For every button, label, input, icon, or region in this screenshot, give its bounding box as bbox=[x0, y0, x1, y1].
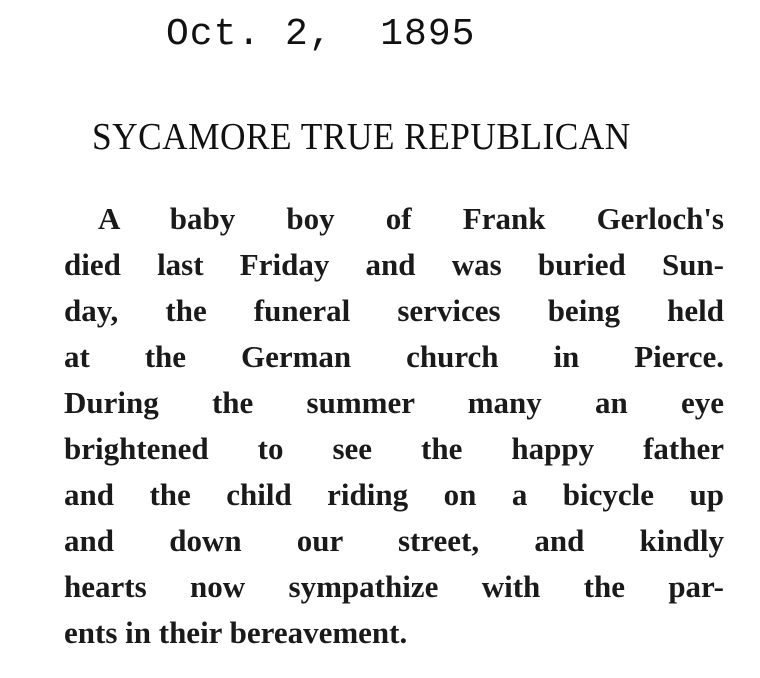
article-line: and down our street, and kindly bbox=[64, 523, 724, 558]
newspaper-name: SYCAMORE TRUE REPUBLICAN bbox=[92, 116, 631, 158]
article-line: During the summer many an eye bbox=[64, 385, 724, 420]
article-line: brightened to see the happy father bbox=[64, 431, 724, 466]
article-line: died last Friday and was buried Sun- bbox=[64, 247, 724, 282]
clipping-date: Oct. 2, 1895 bbox=[166, 13, 476, 56]
article-line: day, the funeral services being held bbox=[64, 293, 724, 328]
article-line: A baby boy of Frank Gerloch's bbox=[98, 201, 724, 236]
article-line: at the German church in Pierce. bbox=[64, 339, 724, 374]
article-line: ents in their bereavement. bbox=[64, 615, 408, 650]
article-body bbox=[64, 196, 724, 656]
article-line: and the child riding on a bicycle up bbox=[64, 477, 724, 512]
article-line: hearts now sympathize with the par- bbox=[64, 569, 724, 604]
